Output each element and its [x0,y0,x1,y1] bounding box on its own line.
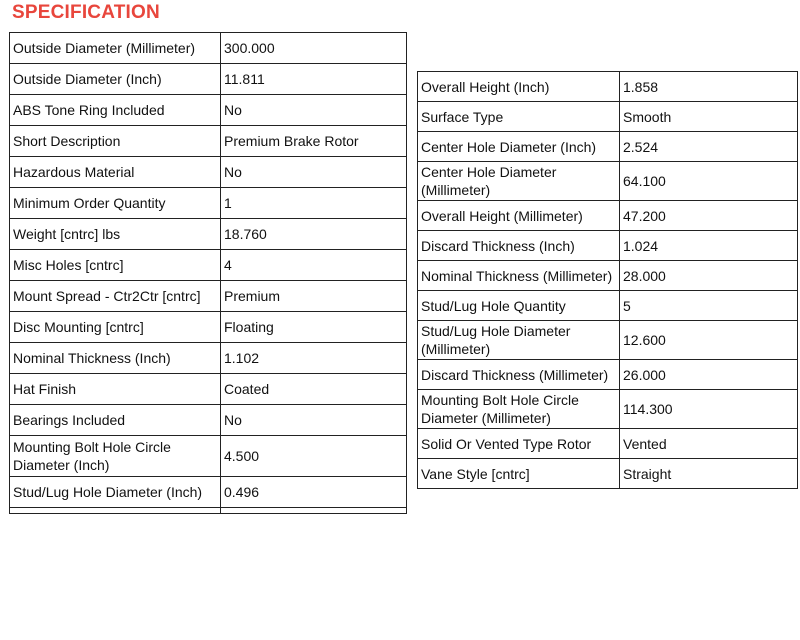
spec-row [10,157,407,188]
spec-value: No [221,405,407,436]
spec-value: 12.600 [620,321,798,360]
page-title: SPECIFICATION [12,2,160,23]
spec-label: Discard Thickness (Millimeter) [418,360,620,390]
spec-label: Stud/Lug Hole Diameter (Millimeter) [418,321,620,360]
spec-label: Discard Thickness (Inch) [418,231,620,261]
spec-label: Outside Diameter (Inch) [10,64,221,95]
spec-label: Mounting Bolt Hole Circle Diameter (Millimeter) [418,390,620,429]
spec-row [10,33,407,64]
spec-label: Misc Holes [cntrc] [10,250,221,281]
spec-value: 0.496 [221,477,407,508]
spec-table-left [9,32,407,514]
spec-row [10,281,407,312]
spec-row [10,126,407,157]
spec-label: Weight [cntrc] lbs [10,219,221,250]
spec-value: 1.858 [620,72,798,102]
spec-row [10,405,407,436]
spec-row [10,374,407,405]
spec-row [418,72,798,102]
spec-value: Floating [221,312,407,343]
spec-label: Overall Height (Inch) [418,72,620,102]
spec-value: 5 [620,291,798,321]
spec-label: Overall Height (Millimeter) [418,201,620,231]
spec-value: 18.760 [221,219,407,250]
spec-row [418,261,798,291]
spec-value: 2.524 [620,132,798,162]
spec-value: No [221,95,407,126]
spec-row [10,436,407,477]
spec-value: 47.200 [620,201,798,231]
spec-row [10,343,407,374]
spec-row [10,219,407,250]
spec-row [418,102,798,132]
spec-value: 11.811 [221,64,407,95]
spec-label: Vane Style [cntrc] [418,459,620,489]
spec-row [10,477,407,508]
spec-value: 1.024 [620,231,798,261]
spec-label: Bearings Included [10,405,221,436]
spec-cell-empty [10,508,221,514]
spec-row [10,188,407,219]
spec-label: Hazardous Material [10,157,221,188]
spec-row [418,231,798,261]
spec-value: Premium Brake Rotor [221,126,407,157]
spec-row [10,64,407,95]
spec-label: Short Description [10,126,221,157]
spec-value: 28.000 [620,261,798,291]
spec-label: Outside Diameter (Millimeter) [10,33,221,64]
spec-value: 300.000 [221,33,407,64]
spec-row-stub [10,508,407,514]
spec-value: 1.102 [221,343,407,374]
spec-value: Premium [221,281,407,312]
spec-label: ABS Tone Ring Included [10,95,221,126]
spec-row [10,250,407,281]
spec-label: Disc Mounting [cntrc] [10,312,221,343]
spec-value: Straight [620,459,798,489]
spec-value: 4.500 [221,436,407,477]
spec-label: Stud/Lug Hole Diameter (Inch) [10,477,221,508]
spec-value: 114.300 [620,390,798,429]
spec-row [418,321,798,360]
spec-row [418,459,798,489]
spec-value: 1 [221,188,407,219]
spec-row [418,360,798,390]
spec-label: Minimum Order Quantity [10,188,221,219]
spec-row [418,132,798,162]
spec-row [418,201,798,231]
spec-row [10,95,407,126]
spec-label: Nominal Thickness (Millimeter) [418,261,620,291]
spec-table-right [417,71,798,489]
spec-label: Surface Type [418,102,620,132]
spec-value: Vented [620,429,798,459]
spec-row [418,390,798,429]
spec-label: Mount Spread - Ctr2Ctr [cntrc] [10,281,221,312]
spec-label: Stud/Lug Hole Quantity [418,291,620,321]
spec-value: 64.100 [620,162,798,201]
spec-value: Smooth [620,102,798,132]
spec-value: 4 [221,250,407,281]
spec-row [10,312,407,343]
spec-label: Mounting Bolt Hole Circle Diameter (Inch) [10,436,221,477]
spec-row [418,162,798,201]
spec-row [418,429,798,459]
spec-cell-empty [221,508,407,514]
spec-label: Nominal Thickness (Inch) [10,343,221,374]
spec-value: Coated [221,374,407,405]
spec-value: No [221,157,407,188]
spec-value: 26.000 [620,360,798,390]
spec-label: Center Hole Diameter (Millimeter) [418,162,620,201]
spec-label: Center Hole Diameter (Inch) [418,132,620,162]
spec-label: Solid Or Vented Type Rotor [418,429,620,459]
spec-row [418,291,798,321]
spec-label: Hat Finish [10,374,221,405]
